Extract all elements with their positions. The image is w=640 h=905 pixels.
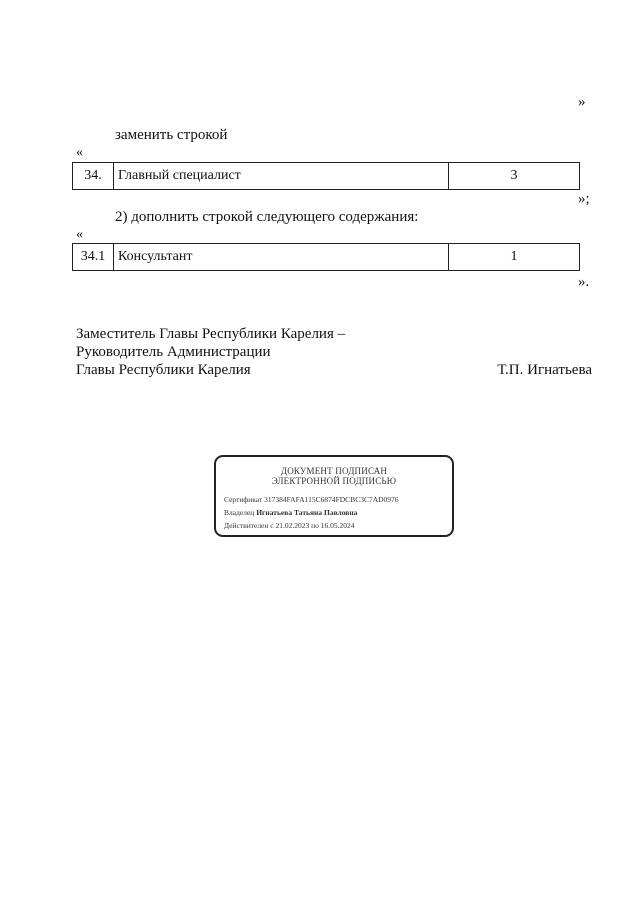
stamp-validity-line (224, 521, 355, 530)
quote-close-1: »; (578, 191, 590, 207)
stamp-title-1: ДОКУМЕНТ ПОДПИСАН (280, 466, 388, 476)
row-2-number: 34.1 (73, 244, 114, 271)
quote-open-1: « (76, 145, 83, 160)
stamp-valid-to-label: по (311, 521, 319, 530)
replace-text: заменить строкой (115, 127, 228, 143)
row-1-number: 34. (73, 163, 114, 190)
electronic-signature-stamp (214, 455, 454, 537)
row-2-title: Консультант (114, 244, 449, 271)
stamp-owner-label: Владелец (224, 508, 255, 517)
quote-close-top: » (578, 94, 586, 110)
stamp-owner-line (224, 508, 357, 517)
quote-open-2: « (76, 227, 83, 242)
table-row-2 (72, 243, 580, 271)
stamp-valid-label: Действителен с (224, 521, 274, 530)
table-row-1 (72, 162, 580, 190)
row-2-quantity: 1 (449, 244, 580, 271)
stamp-valid-from: 21.02.2023 (275, 521, 310, 530)
signature-position-line-1: Заместитель Главы Республики Карелия – (76, 326, 346, 342)
signatory-name: Т.П. Игнатьева (497, 362, 592, 378)
stamp-certificate-label: Сертификат (224, 495, 263, 504)
row-1-title: Главный специалист (114, 163, 449, 190)
row-1-quantity: 3 (449, 163, 580, 190)
item-2-text: 2) дополнить строкой следующего содержания: (115, 209, 419, 225)
stamp-certificate-line (224, 495, 399, 504)
signature-position-line-2: Руководитель Администрации (76, 344, 271, 360)
stamp-certificate-value: 317384FAFA115C6874FDCBC3C7AD0976 (264, 495, 399, 504)
stamp-owner-value: Игнатьева Татьяна Павловна (256, 508, 358, 517)
quote-close-2: ». (578, 274, 590, 290)
signature-position-line-3: Главы Республики Карелия (76, 362, 251, 378)
stamp-title-2: ЭЛЕКТРОННОЙ ПОДПИСЬЮ (271, 476, 397, 486)
stamp-valid-to: 16.05.2024 (320, 521, 355, 530)
